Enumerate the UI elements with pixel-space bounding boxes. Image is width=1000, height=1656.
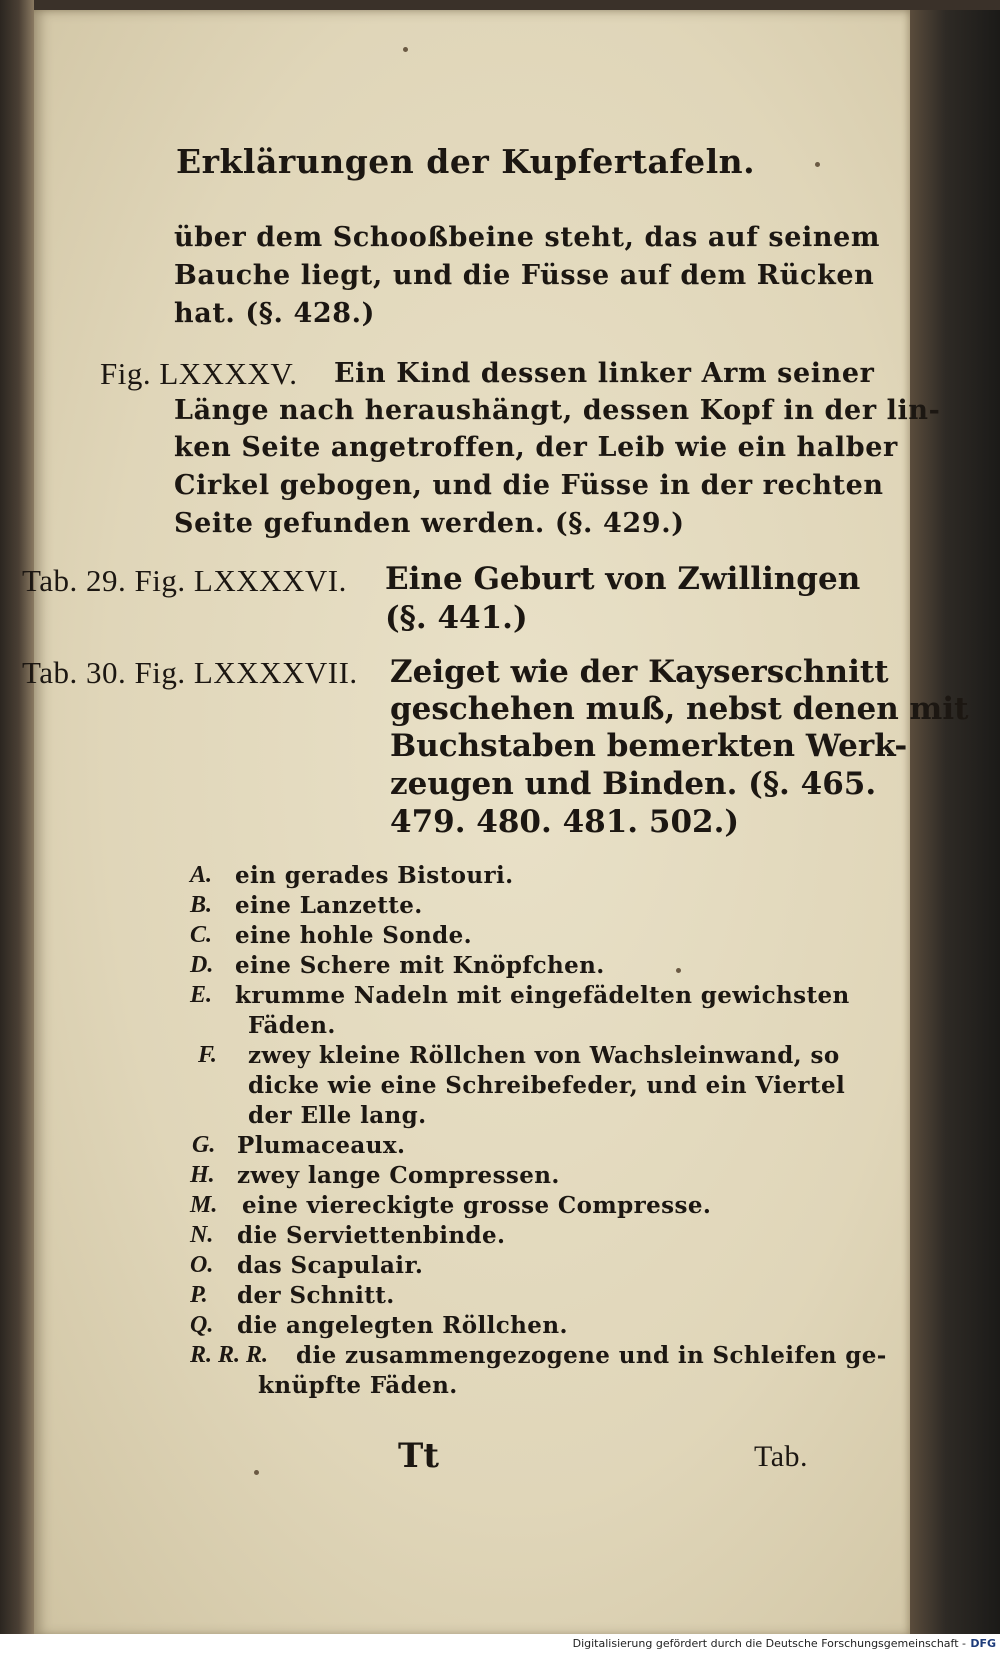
item-letter: D. <box>190 952 214 978</box>
text-line: Zeiget wie der Kayserschnitt <box>390 654 889 690</box>
item-letter: C. <box>190 922 213 948</box>
item-text: der Schnitt. <box>237 1282 395 1309</box>
item-letter: P. <box>190 1282 208 1308</box>
item-letter: G. <box>192 1132 216 1158</box>
text-line: Seite gefunden werden. (§. 429.) <box>174 508 685 539</box>
text-line: Buchstaben bemerkten Werk- <box>390 728 908 764</box>
text-line: Cirkel gebogen, und die Füsse in der rechten <box>174 470 884 501</box>
text-line: Ein Kind dessen linker Arm seiner <box>334 358 875 389</box>
item-text: eine Schere mit Knöpfchen. <box>235 952 605 979</box>
text-line: hat. (§. 428.) <box>174 298 376 329</box>
item-letter: Q. <box>190 1312 214 1338</box>
text-line: (§. 441.) <box>385 600 528 636</box>
item-text: dicke wie eine Schreibefeder, und ein Viertel <box>248 1072 846 1099</box>
item-text: eine Lanzette. <box>235 892 423 919</box>
item-text: die angelegten Röllchen. <box>237 1312 568 1339</box>
item-letter: R. R. R. <box>190 1342 269 1368</box>
running-header: Erklärungen der Kupfertafeln. <box>176 142 756 181</box>
text-line: Bauche liegt, und die Füsse auf dem Rücken <box>174 260 875 291</box>
digitization-footer <box>0 1634 1000 1656</box>
paper-speck <box>676 968 681 973</box>
text-line: geschehen muß, nebst denen mit <box>390 691 969 727</box>
table-figure-label: Tab. 30. Fig. LXXXXVII. <box>22 655 358 690</box>
text-line: ken Seite angetroffen, der Leib wie ein halber <box>174 432 898 463</box>
item-letter: M. <box>190 1192 218 1218</box>
item-letter: A. <box>190 862 213 888</box>
paper-speck <box>254 1470 259 1475</box>
item-letter: F. <box>198 1042 217 1068</box>
figure-label: Fig. LXXXXV. <box>100 356 298 391</box>
item-text: Fäden. <box>248 1012 336 1039</box>
dfg-logo: DFG <box>970 1637 996 1650</box>
item-text: zwey lange Compressen. <box>237 1162 560 1189</box>
table-figure-label: Tab. 29. Fig. LXXXXVI. <box>22 563 347 598</box>
item-letter: B. <box>190 892 213 918</box>
item-text: knüpfte Fäden. <box>258 1372 458 1399</box>
item-text: krumme Nadeln mit eingefädelten gewichsten <box>235 982 850 1009</box>
item-text: Plumaceaux. <box>237 1132 406 1159</box>
text-line: über dem Schooßbeine steht, das auf seinem <box>174 222 881 253</box>
book-spine <box>0 0 34 1656</box>
signature-mark: Tt <box>398 1436 440 1476</box>
text-line: Länge nach heraushängt, dessen Kopf in der lin- <box>174 395 941 426</box>
item-letter: O. <box>190 1252 214 1278</box>
footer-credit: Digitalisierung gefördert durch die Deutsche Forschungsgemeinschaft - <box>572 1637 966 1650</box>
item-text: der Elle lang. <box>248 1102 427 1129</box>
item-text: die zusammengezogene und in Schleifen ge- <box>296 1342 887 1369</box>
paper-speck <box>815 162 820 167</box>
item-letter: H. <box>190 1162 215 1188</box>
item-text: das Scapulair. <box>237 1252 424 1279</box>
text-line: zeugen und Binden. (§. 465. <box>390 766 877 802</box>
item-text: die Serviettenbinde. <box>237 1222 506 1249</box>
text-line: 479. 480. 481. 502.) <box>390 804 740 840</box>
page-edge-shadow <box>910 10 1000 1636</box>
text-line: Eine Geburt von Zwillingen <box>385 561 861 597</box>
item-text: ein gerades Bistouri. <box>235 862 514 889</box>
paper-speck <box>403 47 408 52</box>
item-text: zwey kleine Röllchen von Wachsleinwand, so <box>248 1042 840 1069</box>
catchword: Tab. <box>754 1440 809 1473</box>
item-letter: E. <box>190 982 213 1008</box>
item-text: eine viereckigte grosse Compresse. <box>242 1192 712 1219</box>
item-letter: N. <box>190 1222 214 1248</box>
item-text: eine hohle Sonde. <box>235 922 473 949</box>
